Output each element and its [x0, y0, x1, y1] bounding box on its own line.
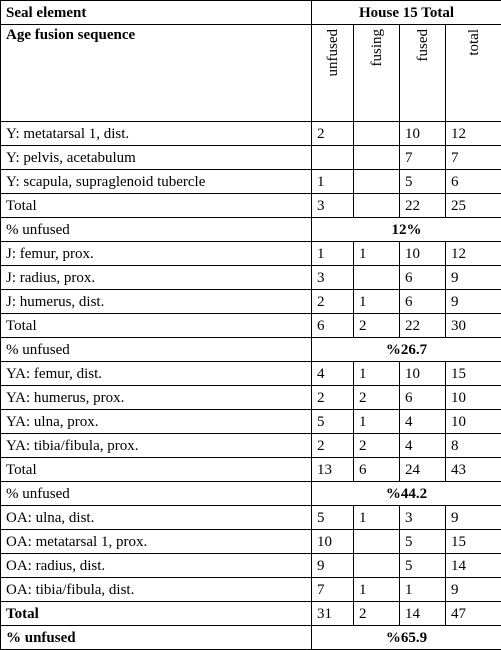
fused-cell: 6 [400, 386, 446, 410]
total-fused-cell: 14 [400, 602, 446, 626]
fusing-cell: 1 [354, 362, 400, 386]
unfused-cell: 5 [312, 410, 354, 434]
total-cell: 14 [446, 554, 501, 578]
percent-unfused-value: %65.9 [312, 626, 501, 650]
total-fused-cell: 22 [400, 194, 446, 218]
total-unfused-cell: 6 [312, 314, 354, 338]
total-cell: 7 [446, 146, 501, 170]
unfused-cell: 2 [312, 386, 354, 410]
element-label: OA: tibia/fibula, dist. [1, 578, 312, 602]
unfused-cell: 7 [312, 578, 354, 602]
fused-cell: 6 [400, 290, 446, 314]
fused-cell: 4 [400, 410, 446, 434]
fused-cell: 10 [400, 122, 446, 146]
percent-unfused-row [1, 626, 501, 650]
element-label: J: femur, prox. [1, 242, 312, 266]
fusing-cell: 1 [354, 578, 400, 602]
percent-unfused-row [1, 338, 501, 362]
total-cell: 10 [446, 410, 501, 434]
fused-cell: 5 [400, 170, 446, 194]
table-row [1, 386, 501, 410]
unfused-cell: 9 [312, 554, 354, 578]
table-row [1, 434, 501, 458]
fusing-cell [354, 530, 400, 554]
table-row [1, 362, 501, 386]
total-unfused-cell: 31 [312, 602, 354, 626]
fusing-cell: 1 [354, 506, 400, 530]
total-fusing-cell: 2 [354, 602, 400, 626]
fused-column-header: fused [400, 25, 446, 122]
fusing-cell [354, 122, 400, 146]
element-label: YA: ulna, prox. [1, 410, 312, 434]
total-label: Total [1, 194, 312, 218]
element-label: J: radius, prox. [1, 266, 312, 290]
total-fused-cell: 22 [400, 314, 446, 338]
fusing-cell [354, 554, 400, 578]
unfused-cell: 2 [312, 122, 354, 146]
total-cell: 9 [446, 578, 501, 602]
total-row [1, 602, 501, 626]
table-row [1, 170, 501, 194]
total-cell: 9 [446, 290, 501, 314]
table-row [1, 266, 501, 290]
fused-cell: 6 [400, 266, 446, 290]
fusing-cell: 2 [354, 434, 400, 458]
fused-cell: 1 [400, 578, 446, 602]
percent-unfused-value: %26.7 [312, 338, 501, 362]
total-total-cell: 47 [446, 602, 501, 626]
table-body [1, 1, 501, 650]
unfused-cell: 5 [312, 506, 354, 530]
total-fusing-cell [354, 194, 400, 218]
fused-cell: 10 [400, 362, 446, 386]
fusing-cell [354, 146, 400, 170]
fusing-cell: 1 [354, 410, 400, 434]
element-label: YA: tibia/fibula, prox. [1, 434, 312, 458]
total-label: Total [1, 314, 312, 338]
total-total-cell: 25 [446, 194, 501, 218]
total-cell: 15 [446, 362, 501, 386]
table-row [1, 554, 501, 578]
percent-unfused-label: % unfused [1, 338, 312, 362]
fusing-cell [354, 266, 400, 290]
total-unfused-cell: 13 [312, 458, 354, 482]
unfused-cell: 1 [312, 170, 354, 194]
fused-cell: 5 [400, 554, 446, 578]
element-label: Y: pelvis, acetabulum [1, 146, 312, 170]
total-row [1, 458, 501, 482]
percent-unfused-value: %44.2 [312, 482, 501, 506]
unfused-cell: 10 [312, 530, 354, 554]
total-label: Total [1, 458, 312, 482]
element-label: Y: scapula, supraglenoid tubercle [1, 170, 312, 194]
total-label: Total [1, 602, 312, 626]
total-total-cell: 43 [446, 458, 501, 482]
unfused-cell: 2 [312, 290, 354, 314]
total-fused-cell: 24 [400, 458, 446, 482]
unfused-cell: 2 [312, 434, 354, 458]
element-label: YA: humerus, prox. [1, 386, 312, 410]
total-cell: 12 [446, 122, 501, 146]
total-row [1, 194, 501, 218]
fused-cell: 10 [400, 242, 446, 266]
fusing-cell: 1 [354, 242, 400, 266]
fusing-cell: 1 [354, 290, 400, 314]
fusing-cell: 2 [354, 386, 400, 410]
element-label: OA: radius, dist. [1, 554, 312, 578]
total-column-header: total [446, 25, 501, 122]
total-cell: 9 [446, 506, 501, 530]
percent-unfused-label: % unfused [1, 482, 312, 506]
percent-unfused-value: 12% [312, 218, 501, 242]
unfused-cell: 3 [312, 266, 354, 290]
table-row [1, 506, 501, 530]
element-label: OA: metatarsal 1, prox. [1, 530, 312, 554]
house-total-header: House 15 Total [312, 1, 501, 25]
seal-element-header: Seal element [1, 1, 312, 25]
total-cell: 9 [446, 266, 501, 290]
fused-cell: 7 [400, 146, 446, 170]
total-cell: 10 [446, 386, 501, 410]
table-row [1, 578, 501, 602]
subheader-row [1, 25, 501, 122]
unfused-cell: 1 [312, 242, 354, 266]
fused-cell: 3 [400, 506, 446, 530]
fusing-column-header: fusing [354, 25, 400, 122]
element-label: J: humerus, dist. [1, 290, 312, 314]
percent-unfused-label: % unfused [1, 626, 312, 650]
element-label: YA: femur, dist. [1, 362, 312, 386]
unfused-cell [312, 146, 354, 170]
unfused-cell: 4 [312, 362, 354, 386]
table-row [1, 530, 501, 554]
total-fusing-cell: 6 [354, 458, 400, 482]
header-row [1, 1, 501, 25]
fusing-cell [354, 170, 400, 194]
total-total-cell: 30 [446, 314, 501, 338]
table-row [1, 242, 501, 266]
unfused-column-header: unfused [312, 25, 354, 122]
total-unfused-cell: 3 [312, 194, 354, 218]
table-row [1, 410, 501, 434]
table-row [1, 146, 501, 170]
fused-cell: 5 [400, 530, 446, 554]
fused-cell: 4 [400, 434, 446, 458]
percent-unfused-row [1, 218, 501, 242]
total-cell: 8 [446, 434, 501, 458]
table-row [1, 122, 501, 146]
percent-unfused-row [1, 482, 501, 506]
total-cell: 15 [446, 530, 501, 554]
total-row [1, 314, 501, 338]
element-label: Y: metatarsal 1, dist. [1, 122, 312, 146]
age-fusion-header: Age fusion sequence [1, 25, 312, 122]
total-cell: 12 [446, 242, 501, 266]
total-fusing-cell: 2 [354, 314, 400, 338]
total-cell: 6 [446, 170, 501, 194]
element-label: OA: ulna, dist. [1, 506, 312, 530]
table-row [1, 290, 501, 314]
percent-unfused-label: % unfused [1, 218, 312, 242]
